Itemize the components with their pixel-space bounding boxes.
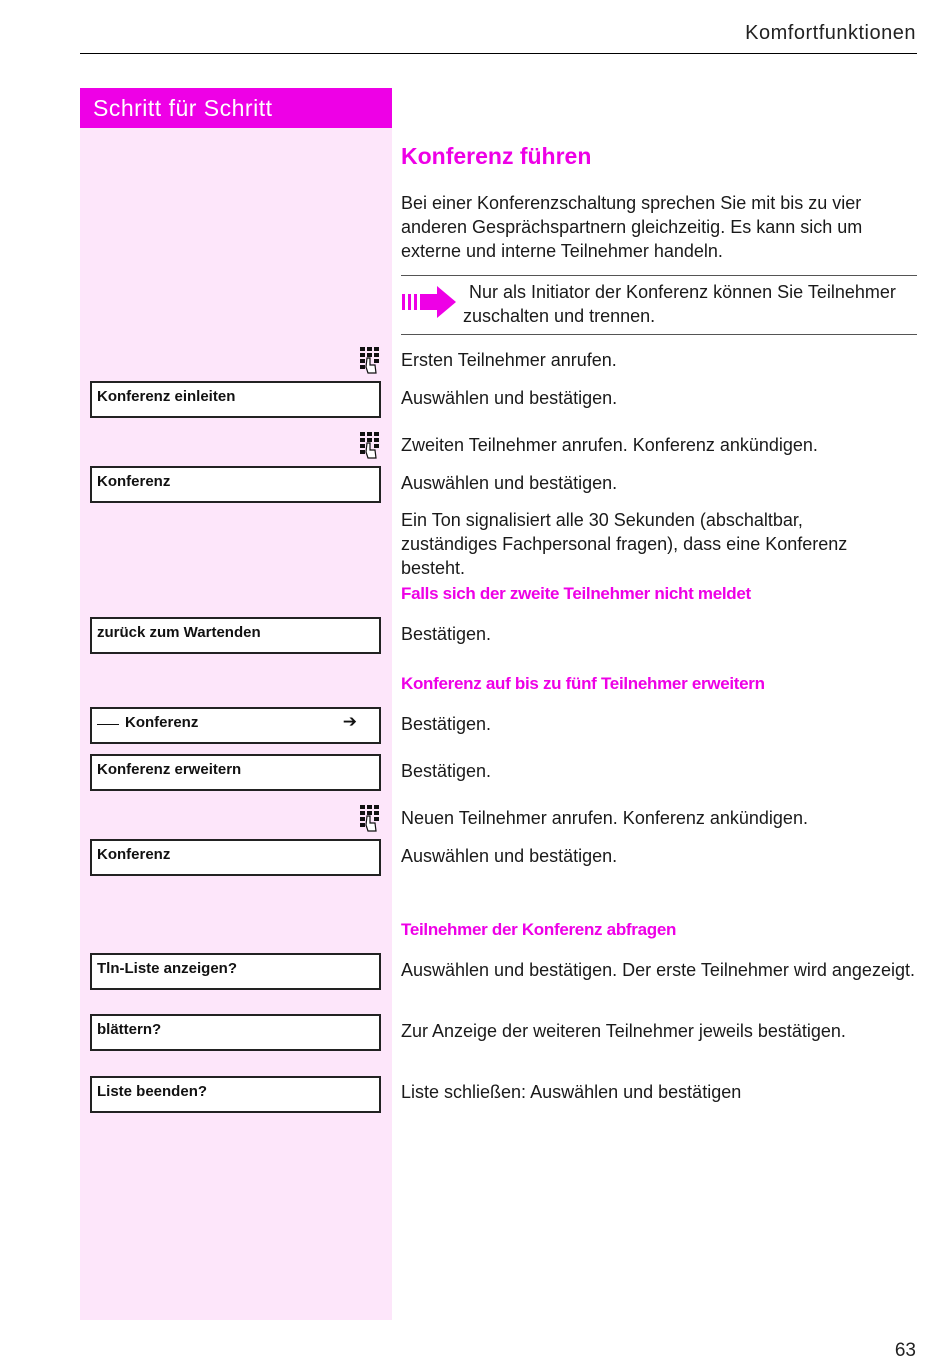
menu-label: Tln-Liste anzeigen? [97, 960, 238, 977]
step-confirm-2: Bestätigen. [401, 714, 492, 734]
note-arrow-icon [401, 284, 457, 320]
menu-label: Konferenz [125, 714, 199, 731]
menu-konferenz-submenu[interactable] [90, 707, 381, 744]
step-show-list: Auswählen und bestätigen. Der erste Teilnehmer wird angezeigt. [401, 960, 915, 980]
step-new-call: Neuen Teilnehmer anrufen. Konferenz ankündigen. [401, 808, 808, 828]
note-top-rule [401, 275, 917, 276]
note-bottom-rule [401, 334, 917, 335]
step-confirm-3: Bestätigen. [401, 761, 492, 781]
keypad-dial-icon [358, 431, 380, 459]
menu-konferenz-2[interactable] [90, 839, 381, 876]
menu-label: Konferenz [97, 473, 171, 490]
right-arrow-icon: ➔ [342, 712, 357, 731]
note-text: Nur als Initiator der Konferenz können Sie Teilnehmer zuschalten und trennen. [463, 282, 896, 326]
sidebar-title: Schritt für Schritt [80, 88, 392, 128]
subhead-query: Teilnehmer der Konferenz abfragen [401, 920, 677, 939]
menu-label: Liste beenden? [97, 1083, 208, 1100]
menu-liste-beenden[interactable] [90, 1076, 381, 1113]
menu-tln-liste[interactable] [90, 953, 381, 990]
running-header: Komfortfunktionen [745, 22, 916, 44]
step-confirm-1: Bestätigen. [401, 624, 492, 644]
tone-info: Ein Ton signalisiert alle 30 Sekunden (abschaltbar, zuständiges Fachpersonal fragen), dass eine Konferenz besteht. [401, 510, 848, 578]
menu-blaettern[interactable] [90, 1014, 381, 1051]
step-scroll: Zur Anzeige der weiteren Teilnehmer jeweils bestätigen. [401, 1021, 846, 1041]
page-title: Konferenz führen [401, 143, 592, 169]
subhead-extend: Konferenz auf bis zu fünf Teilnehmer erweitern [401, 674, 765, 693]
keypad-dial-icon [358, 804, 380, 832]
header-rule [80, 53, 917, 54]
page-number: 63 [894, 1340, 916, 1361]
menu-label: blättern? [97, 1021, 162, 1038]
menu-label: Konferenz erweitern [97, 761, 242, 778]
menu-konferenz-einleiten[interactable] [90, 381, 381, 418]
step-second-call: Zweiten Teilnehmer anrufen. Konferenz ankündigen. [401, 435, 818, 455]
step-first-call: Ersten Teilnehmer anrufen. [401, 350, 617, 370]
menu-label: Konferenz einleiten [97, 388, 236, 405]
step-select-2: Auswählen und bestätigen. [401, 473, 618, 493]
menu-konferenz-erweitern[interactable] [90, 754, 381, 791]
dash-icon [97, 714, 119, 725]
keypad-dial-icon [358, 346, 380, 374]
sidebar-step-column [80, 88, 392, 1320]
menu-konferenz[interactable] [90, 466, 381, 503]
intro-text: Bei einer Konferenzschaltung sprechen Sie mit bis zu vier anderen Gesprächspartnern gleichzeitig. Es kann sich um externe und interne Teilnehmer handeln. [401, 193, 863, 261]
step-select-1: Auswählen und bestätigen. [401, 388, 618, 408]
subhead-no-answer: Falls sich der zweite Teilnehmer nicht meldet [401, 584, 751, 603]
menu-label: zurück zum Wartenden [97, 624, 261, 641]
menu-zurueck-zum-wartenden[interactable] [90, 617, 381, 654]
step-close-list: Liste schließen: Auswählen und bestätigen [401, 1082, 742, 1102]
menu-label: Konferenz [97, 846, 171, 863]
step-select-3: Auswählen und bestätigen. [401, 846, 618, 866]
